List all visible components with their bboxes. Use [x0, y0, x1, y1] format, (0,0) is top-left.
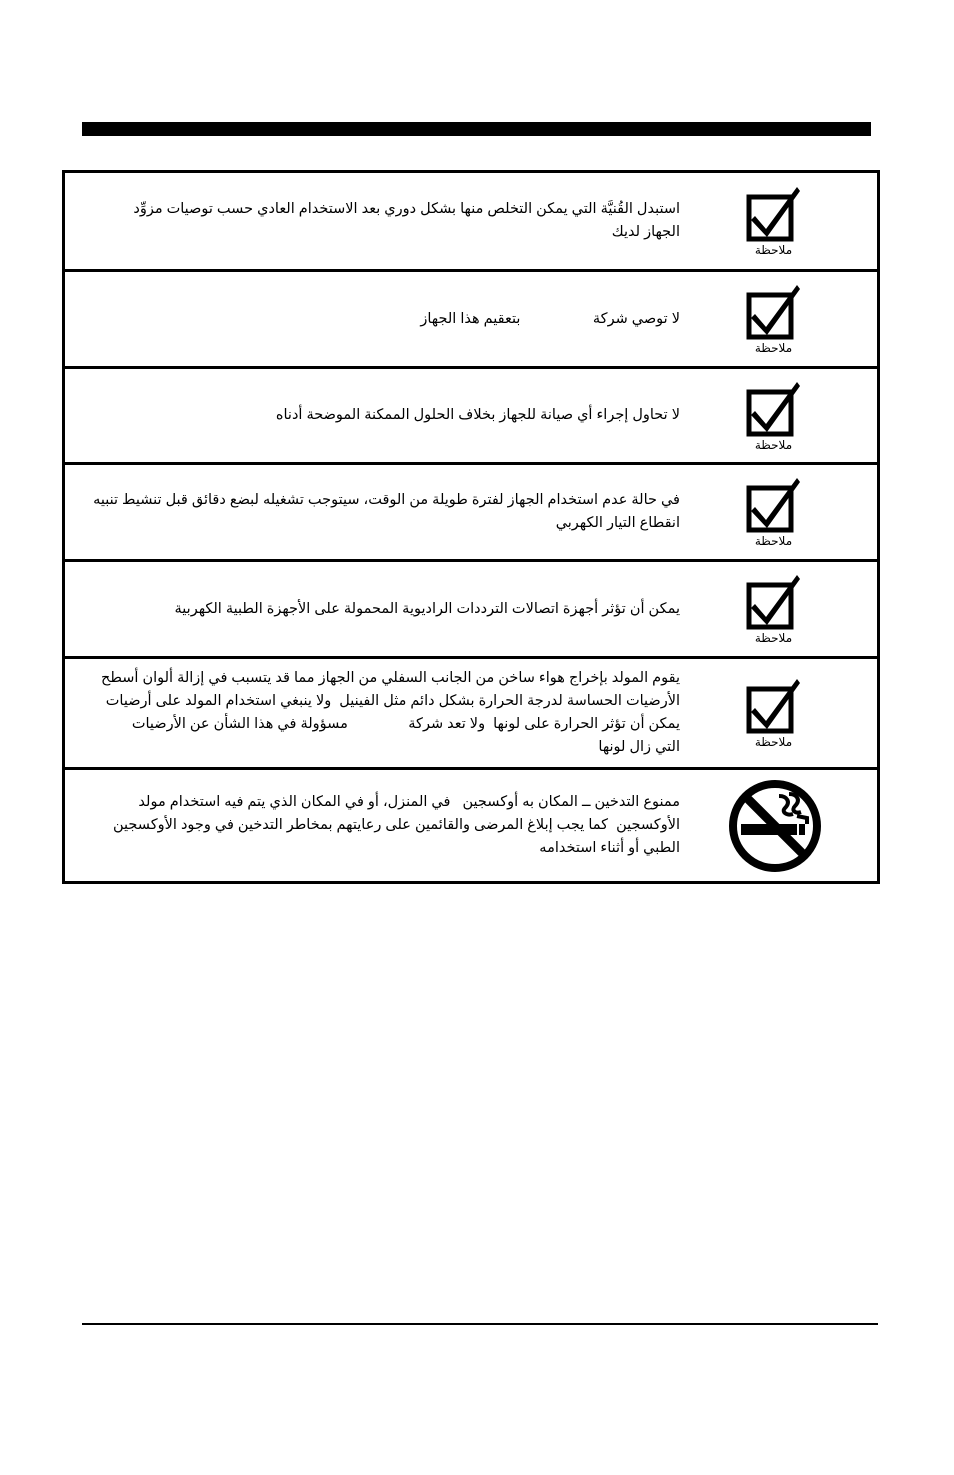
note-icon-cell	[690, 369, 877, 462]
top-header-bar	[82, 122, 871, 136]
note-line: في حالة عدم استخدام الجهاز لفترة طويلة من الوقت، سيتوجب تشغيله لبضع دقائق قبل تنشيط تنبيه	[93, 492, 680, 508]
note-label: ملاحظة	[754, 437, 793, 452]
notes-table	[62, 170, 880, 884]
note-row-maintenance	[65, 369, 877, 465]
note-row-hot-air-flooring	[65, 659, 877, 770]
note-line: لا توصي شركة بتعقيم هذا الجهاز	[420, 310, 680, 327]
note-icon-cell	[690, 562, 877, 656]
note-line: الجهاز لديك	[611, 224, 680, 240]
note-row-long-storage	[65, 465, 877, 562]
note-line: انقطاع التيار الكهربي	[555, 515, 680, 531]
note-icon-cell	[690, 659, 877, 767]
note-text	[65, 562, 690, 656]
note-line: يقوم المولد بإخراج هواء ساخن من الجانب السفلي من الجهاز مما قد يتسبب في إزالة ألوان أسطح	[100, 670, 680, 686]
note-line: الأرضيات الحساسة لدرجة الحرارة بشكل دائم مثل الفينيل ولا ينبغي استخدام المولد على أرضيات	[105, 693, 680, 709]
note-row-disposable-cannula	[65, 173, 877, 272]
note-label: ملاحظة	[754, 735, 793, 749]
note-text	[65, 369, 690, 462]
checkbox-note-icon	[745, 573, 803, 645]
note-label: ملاحظة	[754, 243, 793, 257]
note-label: ملاحظة	[754, 631, 793, 645]
note-text	[65, 770, 690, 881]
note-text	[65, 173, 690, 269]
note-text	[65, 465, 690, 559]
checkbox-note-icon	[745, 380, 803, 452]
no-smoking-icon	[727, 778, 823, 874]
note-line: الطبي أو أثناء استخدامه	[539, 840, 680, 856]
note-line: استبدل القُنيَّة التي يمكن التخلص منها بشكل دوري بعد الاستخدام العادي حسب توصيات مزوِّد	[133, 201, 680, 217]
note-line: الأوكسجين كما يجب إبلاغ المرضى والقائمين على رعايتهم بمخاطر التدخين في وجود الأوكسجين	[113, 817, 680, 833]
note-text	[65, 659, 690, 767]
note-row-no-smoking	[65, 770, 877, 881]
note-line: يمكن أن تؤثر الحرارة على لونها ولا تعد شركة مسؤولة في هذا الشأن عن الأرضيات	[131, 716, 680, 732]
note-line: يمكن أن تؤثر أجهزة اتصالات الترددات الراديوية المحمولة على الأجهزة الطبية الكهربية	[174, 600, 680, 617]
note-row-rf-interference	[65, 562, 877, 659]
checkbox-note-icon	[745, 283, 803, 355]
checkbox-note-icon	[745, 185, 803, 257]
checkbox-note-icon	[745, 476, 803, 548]
note-text	[65, 272, 690, 366]
note-icon-cell	[690, 465, 877, 559]
note-line: لا تحاول إجراء أي صيانة للجهاز بخلاف الحلول الممكنة الموضحة أدناه	[275, 407, 680, 423]
note-icon-cell	[690, 272, 877, 366]
note-icon-cell	[690, 173, 877, 269]
note-label: ملاحظة	[754, 341, 793, 355]
checkbox-note-icon	[745, 677, 803, 749]
note-line: ممنوع التدخين ــ المكان به أوكسجين في المنزل، أو في المكان الذي يتم فيه استخدام مولد	[138, 794, 680, 810]
note-line: التي زال لونها	[598, 739, 680, 755]
bottom-rule	[82, 1323, 878, 1325]
note-label: ملاحظة	[754, 534, 793, 548]
note-row-sterilization	[65, 272, 877, 369]
note-icon-cell	[690, 770, 877, 881]
